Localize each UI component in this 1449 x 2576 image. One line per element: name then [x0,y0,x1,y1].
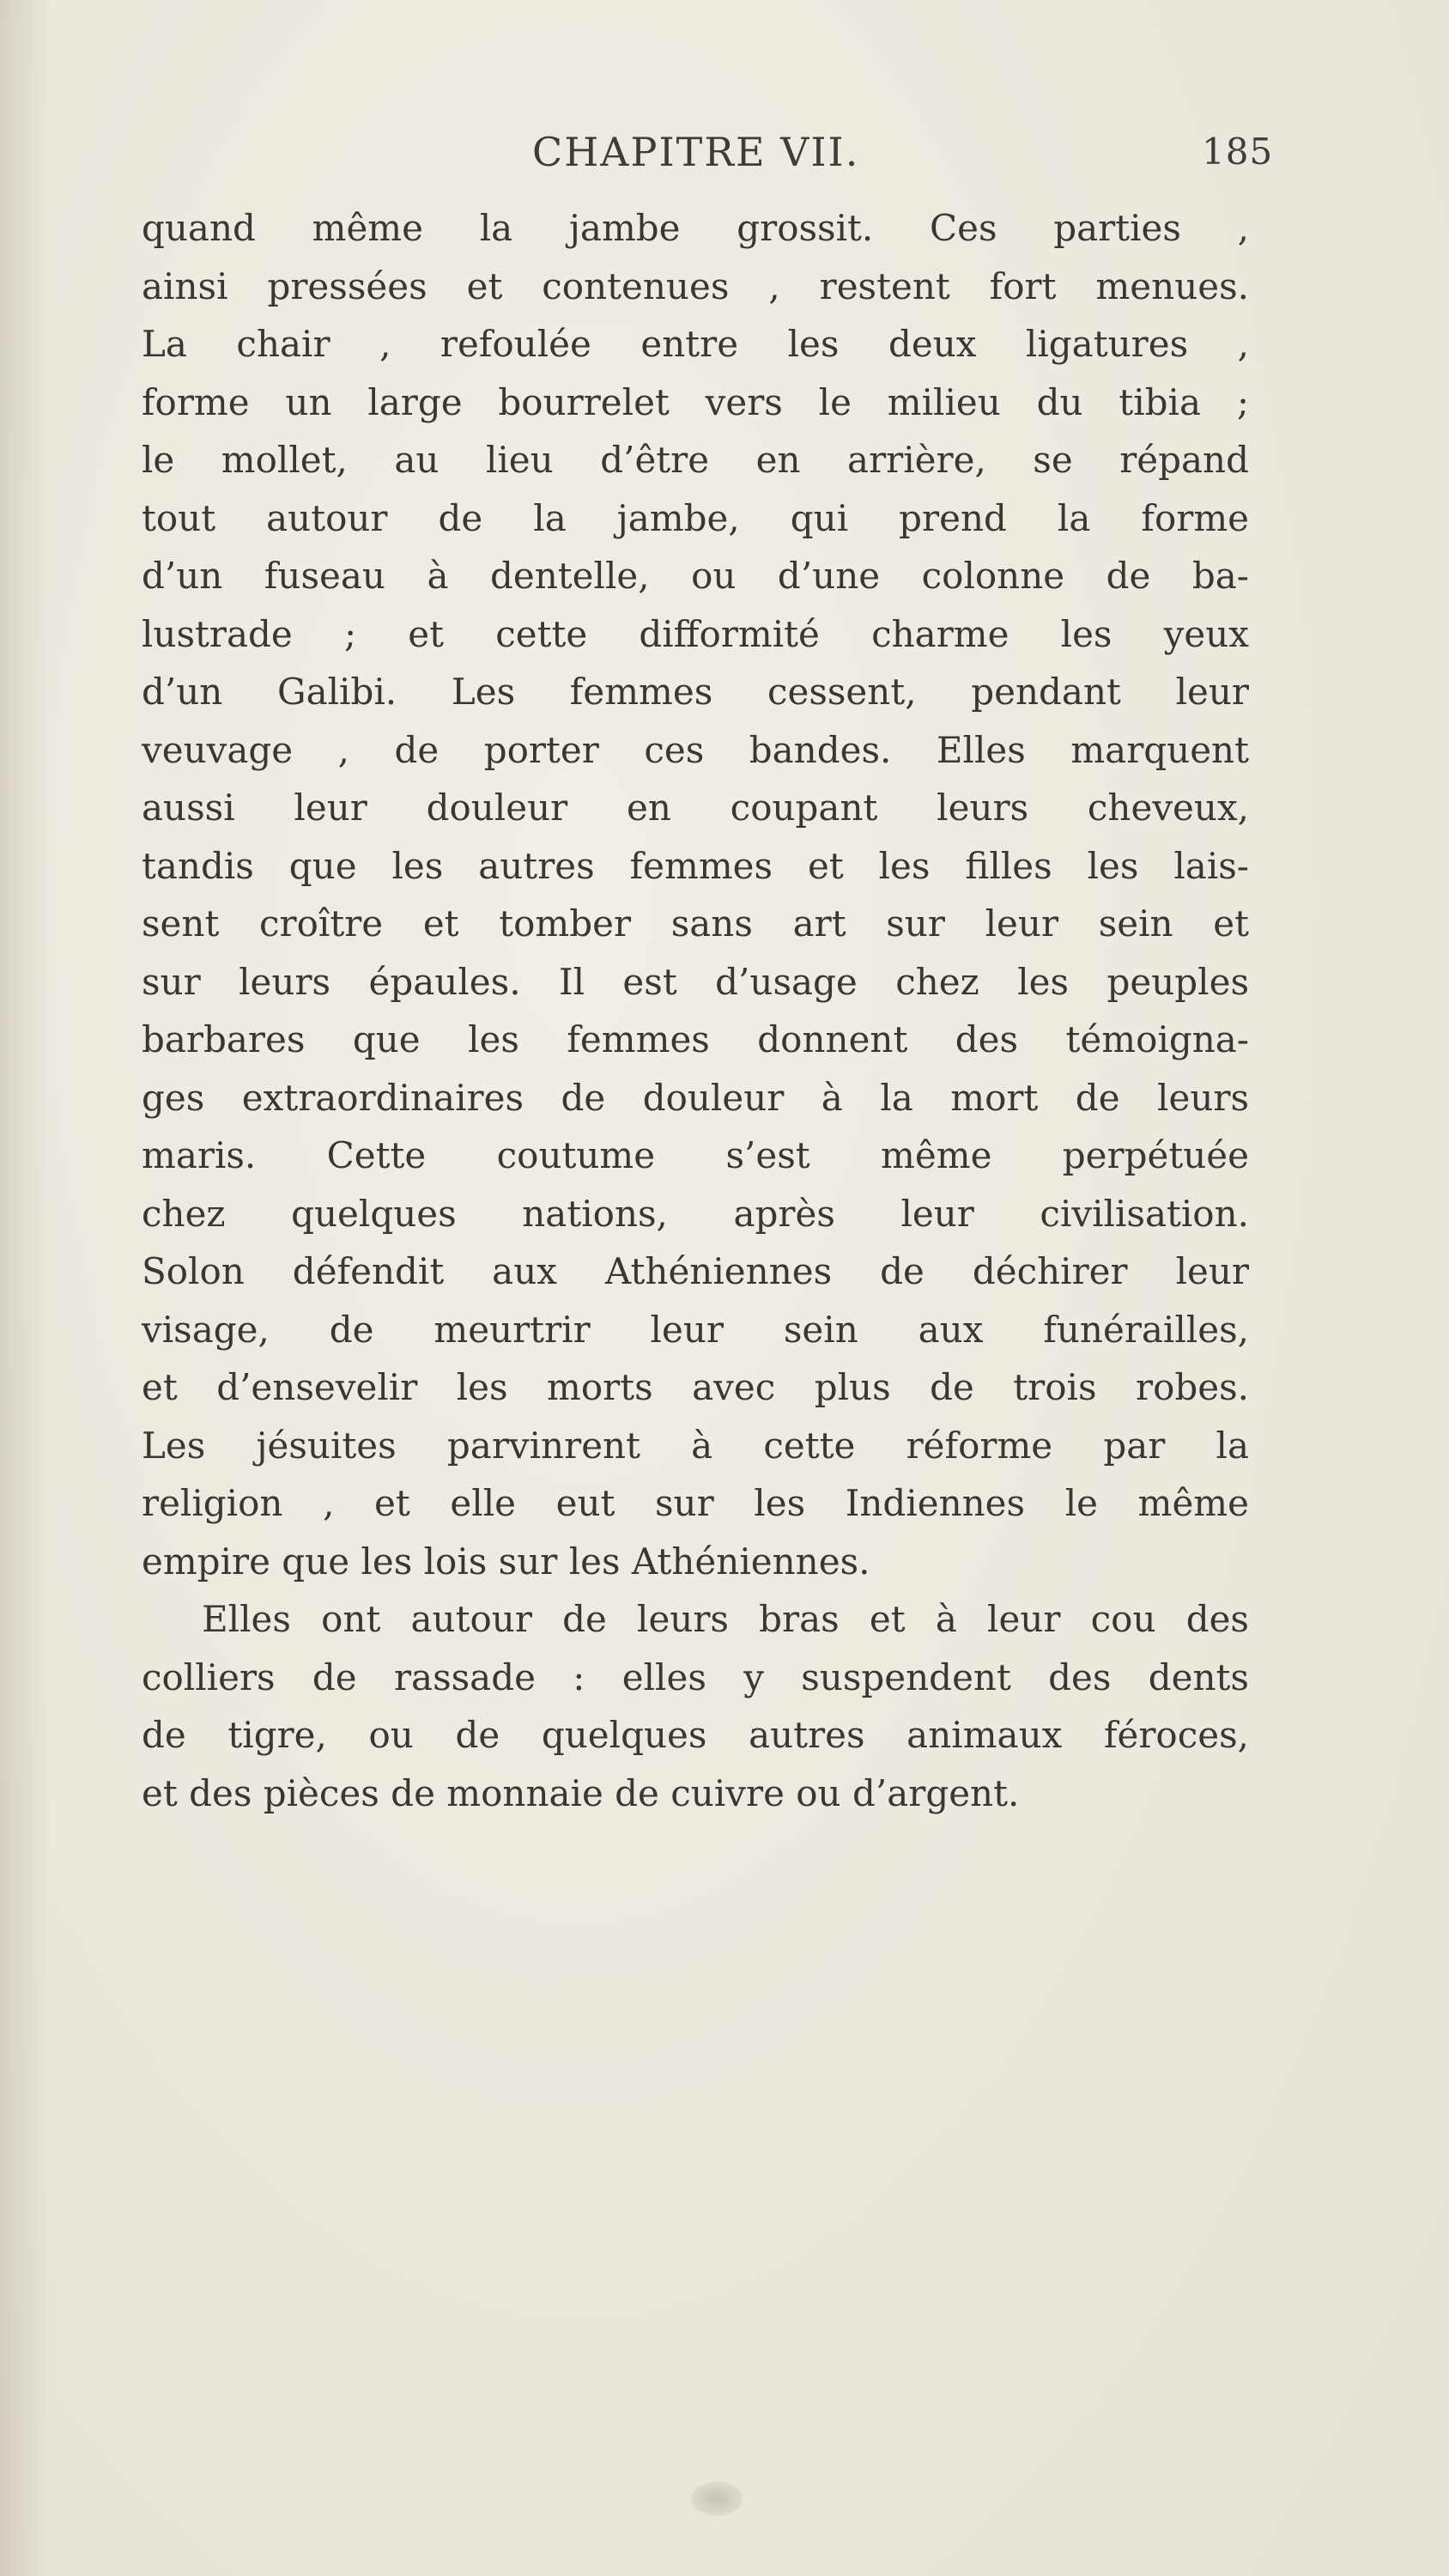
text-line: sent croître et tomber sans art sur leur sein et [142,902,1249,945]
text-line: colliers de rassade : elles y suspendent des dents [142,1656,1249,1698]
running-head [0,129,1449,189]
text-line: le mollet, au lieu d’être en arrière, se répand [142,439,1249,481]
chapter-title: CHAPITRE VII. [532,129,860,175]
text-line: lustrade ; et cette difformité charme les yeux [142,612,1249,655]
text-line: Les jésuites parvinrent à cette réforme par la [142,1424,1249,1467]
text-line: veuvage , de porter ces bandes. Elles marquent [142,728,1249,771]
text-line: ges extraordinaires de douleur à la mort de leurs [142,1076,1249,1119]
text-line: quand même la jambe grossit. Ces parties , [142,207,1249,249]
body-text [142,199,1249,1822]
text-line: religion , et elle eut sur les Indiennes le même [142,1482,1249,1524]
paragraph-first-line: Elles ont autour de leurs bras et à leur cou des [202,1598,1249,1640]
text-line: tout autour de la jambe, qui prend la forme [142,496,1249,539]
text-line: d’un fuseau à dentelle, ou d’une colonne de ba- [142,555,1249,597]
ink-smudge [691,2482,743,2516]
text-line: d’un Galibi. Les femmes cessent, pendant leur [142,671,1249,713]
text-line: La chair , refoulée entre les deux ligatures , [142,323,1249,365]
text-line: sur leurs épaules. Il est d’usage chez les peuples [142,960,1249,1003]
page-number: 185 [1202,131,1274,173]
text-line: forme un large bourrelet vers le milieu du tibia ; [142,380,1249,423]
text-line: ainsi pressées et contenues , restent fort menues. [142,264,1249,307]
text-line: barbares que les femmes donnent des témoigna- [142,1018,1249,1060]
text-line: et d’ensevelir les morts avec plus de trois robes. [142,1366,1249,1408]
page-gutter-shadow [0,0,52,2576]
text-line: de tigre, ou de quelques autres animaux féroces, [142,1714,1249,1756]
text-line: visage, de meurtrir leur sein aux funérailles, [142,1308,1249,1351]
text-line: aussi leur douleur en coupant leurs cheveux, [142,787,1249,829]
paragraph-end-line: et des pièces de monnaie de cuivre ou d’argent. [142,1771,1020,1814]
text-line: tandis que les autres femmes et les filles les lais- [142,844,1249,887]
text-line: Solon défendit aux Athéniennes de déchirer leur [142,1250,1249,1292]
text-line: chez quelques nations, après leur civilisation. [142,1192,1249,1235]
paragraph-end-line: empire que les lois sur les Athéniennes. [142,1540,870,1583]
text-line: maris. Cette coutume s’est même perpétuée [142,1134,1249,1176]
